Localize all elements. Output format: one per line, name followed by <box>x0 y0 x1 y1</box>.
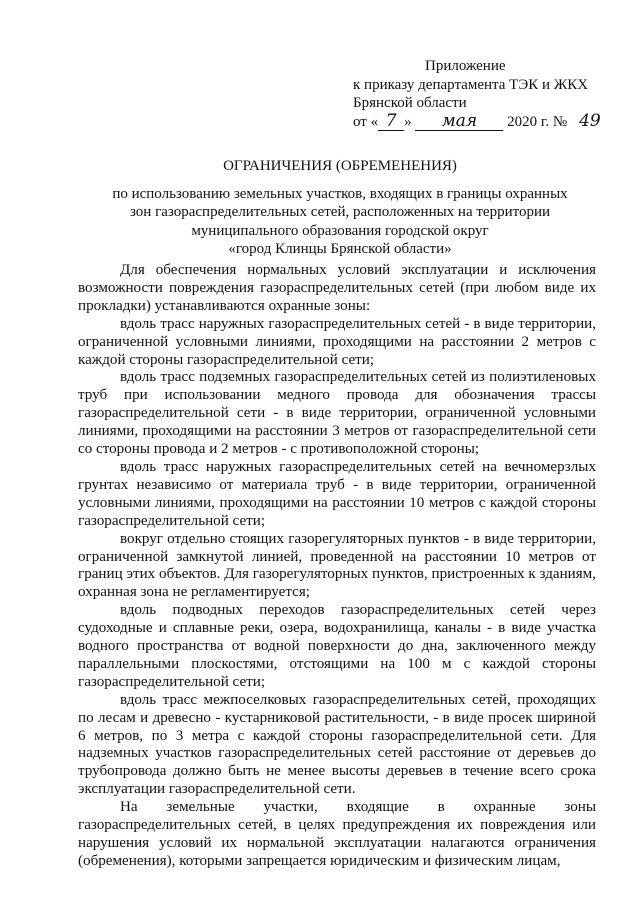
appendix-order-ref: к приказу департамента ТЭК и ЖКХ <box>353 76 589 93</box>
appendix-region: Брянской области <box>353 95 467 111</box>
document-title <box>60 157 620 259</box>
title-heading: ОГРАНИЧЕНИЯ (ОБРЕМЕНЕНИЯ) <box>223 158 457 174</box>
appendix-label: Приложение <box>425 58 506 74</box>
handwritten-day: 7 <box>378 114 404 131</box>
appendix-block <box>353 57 623 131</box>
body-paragraph: вдоль трасс наружных газораспределительных сетей на вечномерзлых грунтах независимо от материала труб - в виде территории, ограниченной условными линиями, проходящими на расстоянии 10 метров с каждой стороны газораспределительной сети; <box>78 458 596 529</box>
title-line: «город Клинцы Брянской области» <box>228 241 452 257</box>
appendix-date-line <box>353 110 623 132</box>
body-paragraph: вдоль трасс наружных газораспределительных сетей - в виде территории, ограниченной условными линиями, проходящими на расстоянии 2 метров с каждой стороны газораспределительной сети; <box>78 315 596 368</box>
date-day-suffix: » <box>404 113 412 130</box>
body-paragraph: вдоль подводных переходов газораспределительных сетей через судоходные и сплавные реки, озера, водохранилища, каналы - в виде участка водного пространства от водной поверхности до дна, заключенного между параллельными плоскостями, отстоящими на 100 м с каждой стороны газораспределительной сети; <box>78 602 596 690</box>
handwritten-number: 49 <box>579 110 601 131</box>
title-line: по использованию земельных участков, входящих в границы охранных <box>112 185 568 202</box>
body-paragraph: Для обеспечения нормальных условий эксплуатации и исключения возможности повреждения газораспределительных сетей (при любом виде их прокладки) устанавливаются охранные зоны: <box>78 262 596 314</box>
title-line: зон газораспределительных сетей, расположенных на территории <box>129 204 551 220</box>
document-body <box>78 262 596 871</box>
date-year-number-label: 2020 г. № <box>507 113 568 130</box>
title-line: муниципального образования городской округ <box>191 222 489 239</box>
body-paragraph: вокруг отдельно стоящих газорегуляторных пунктов - в виде территории, ограниченной замкнутой линией, проведенной на расстоянии 10 метров от границ этих объектов. Для газорегуляторных пунктов, пристроенных к зданиям, охранная зона не регламентируется; <box>78 530 596 601</box>
date-prefix: от « <box>353 113 379 130</box>
body-paragraph: вдоль трасс межпоселковых газораспределительных сетей, проходящих по лесам и древесно - кустарниковой растительности, - в виде просек шириной 6 метров, по 3 метра с каждой стороны газораспределительной сети. Для надземных участков газораспределительных сетей расстояние от деревьев до трубопровода должно быть не менее высоты деревьев в течение всего срока эксплуатации газораспределительной сети. <box>78 691 596 798</box>
body-paragraph: вдоль трасс подземных газораспределительных сетей из полиэтиленовых труб при использовании медного провода для обозначения трассы газораспределительной сети - в виде территории, ограниченной условными линиями, проходящими на расстоянии 3 метров от газораспределительной сети со стороны провода и 2 метров - с противоположной стороны; <box>78 369 596 458</box>
handwritten-month: мая <box>415 114 503 131</box>
body-paragraph: На земельные участки, входящие в охранные зоны газораспределительных сетей, в целях предупреждения их повреждения или нарушения условий их нормальной эксплуатации налагаются ограничения (обременения), которыми запрещается юридическим и физическим лицам, <box>78 799 596 869</box>
